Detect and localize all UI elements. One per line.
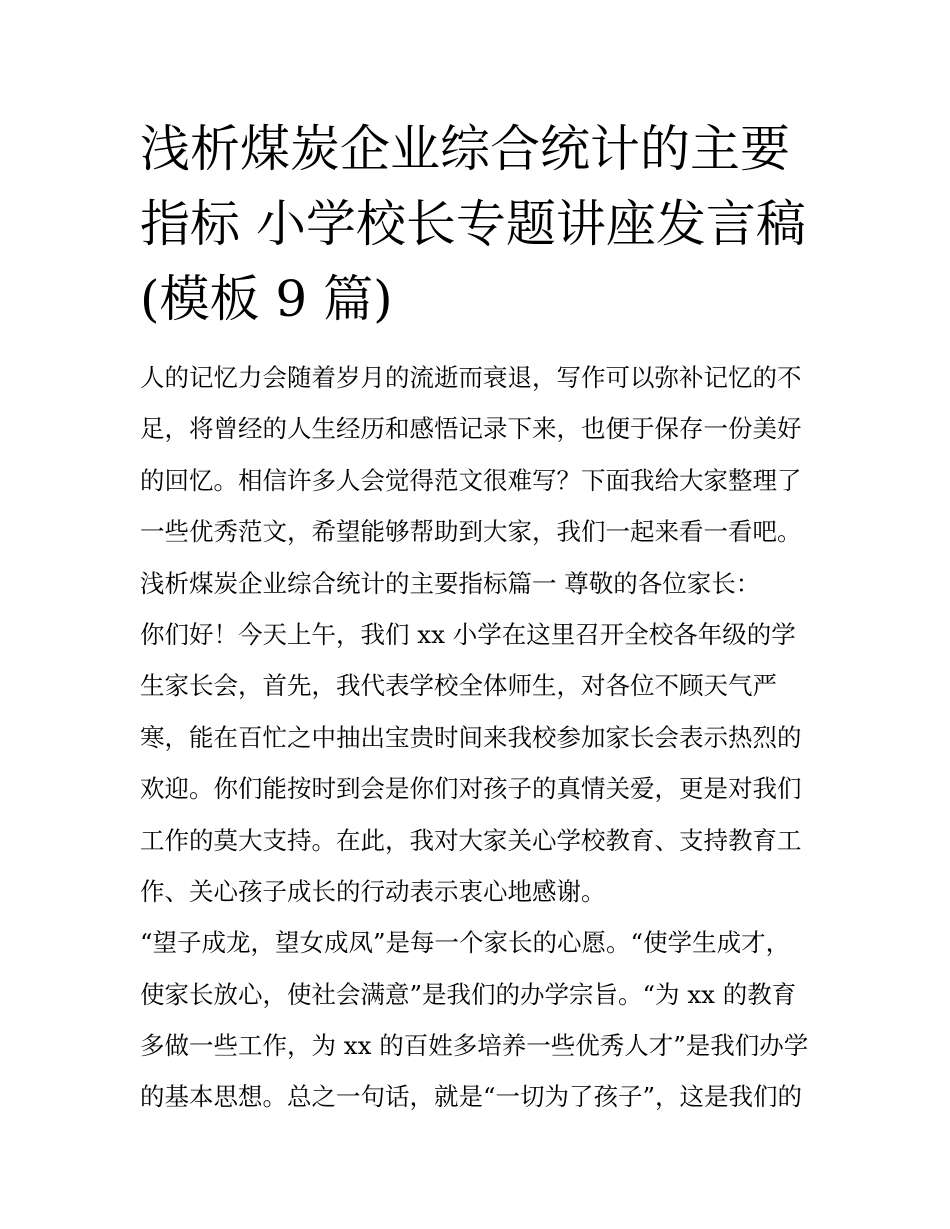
- title-line-2: 指标 小学校长专题讲座发言稿: [140, 195, 806, 253]
- body-line-3: 的回忆。相信许多人会觉得范文很难写？下面我给大家整理了: [140, 465, 802, 495]
- body-line-2: 足，将曾经的人生经历和感悟记录下来，也便于保存一份美好: [140, 414, 802, 444]
- body-line-10: 工作的莫大支持。在此，我对大家关心学校教育、支持教育工: [140, 825, 802, 855]
- document-body: [140, 352, 830, 1123]
- body-line-12: “望子成龙，望女成凤”是每一个家长的心愿。“使学生成才，: [140, 928, 791, 958]
- body-line-6: 你们好！今天上午，我们 xx 小学在这里召开全校各年级的学: [140, 619, 796, 649]
- body-line-5: 浅析煤炭企业综合统计的主要指标篇一 尊敬的各位家长：: [140, 568, 761, 598]
- body-line-7: 生家长会，首先，我代表学校全体师生，对各位不顾天气严: [140, 671, 777, 701]
- body-line-14: 多做一些工作，为 xx 的百姓多培养一些优秀人才”是我们办学: [140, 1031, 809, 1061]
- body-line-1: 人的记忆力会随着岁月的流逝而衰退，写作可以弥补记忆的不: [140, 363, 802, 392]
- title-line-1: 浅析煤炭企业综合统计的主要: [140, 120, 790, 178]
- body-line-11: 作、关心孩子成长的行动表示衷心地感谢。: [140, 876, 606, 906]
- body-line-8: 寒，能在百忙之中抽出宝贵时间来我校参加家长会表示热烈的: [140, 722, 802, 752]
- body-line-15: 的基本思想。总之一句话，就是“一切为了孩子”，这是我们的: [140, 1082, 803, 1112]
- title-line-3: (模板 9 篇): [140, 270, 393, 328]
- document-title: [140, 112, 840, 337]
- body-line-9: 欢迎。你们能按时到会是你们对孩子的真情关爱，更是对我们: [140, 774, 802, 804]
- body-line-4: 一些优秀范文，希望能够帮助到大家，我们一起来看一看吧。: [140, 517, 802, 547]
- body-line-13: 使家长放心，使社会满意”是我们的办学宗旨。“为 xx 的教育: [140, 979, 797, 1009]
